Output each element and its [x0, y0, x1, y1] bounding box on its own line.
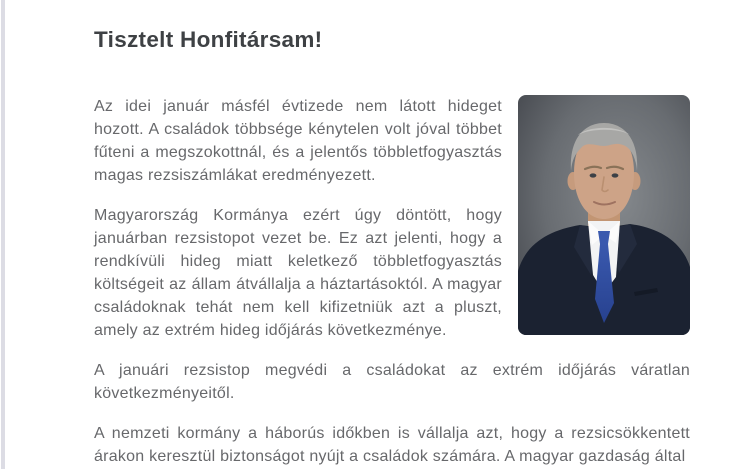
letter-body	[94, 95, 690, 468]
letter-paragraph-3: A januári rezsistop megvédi a családokat az extrém időjárás váratlan következményeitől.	[94, 362, 690, 402]
page-title: Tisztelt Honfitársam!	[94, 27, 323, 52]
portrait-illustration	[518, 95, 690, 335]
letter-paragraph-1: Az idei január másfél évtizede nem látott hideget hozott. A családok többsége kénytelen volt jóval többet fűteni a megszokottnál, és a jelentős többletfogyasztás magas rezsiszámlákat eredményezett.	[94, 98, 502, 184]
portrait-photo	[518, 95, 690, 335]
window-left-edge	[0, 0, 6, 469]
letter-paragraph-2: Magyarország Kormánya ezért úgy döntött, hogy januárban rezsistopot vezet be. Ez azt jelenti, hogy a rendkívüli hideg miatt keletkező többletfogyasztás költségeit az állam átvállalja a háztartásoktól. A magyar családoknak tehát nem kell kifizetniük azt a pluszt, amely az extrém hideg időjárás következménye.	[94, 207, 502, 339]
letter-paragraph-4: A nemzeti kormány a háborús időkben is vállalja azt, hogy a rezsicsökkentett árakon keresztül biztonságot nyújt a családok számára. A magyar gazdaság által	[94, 425, 690, 465]
